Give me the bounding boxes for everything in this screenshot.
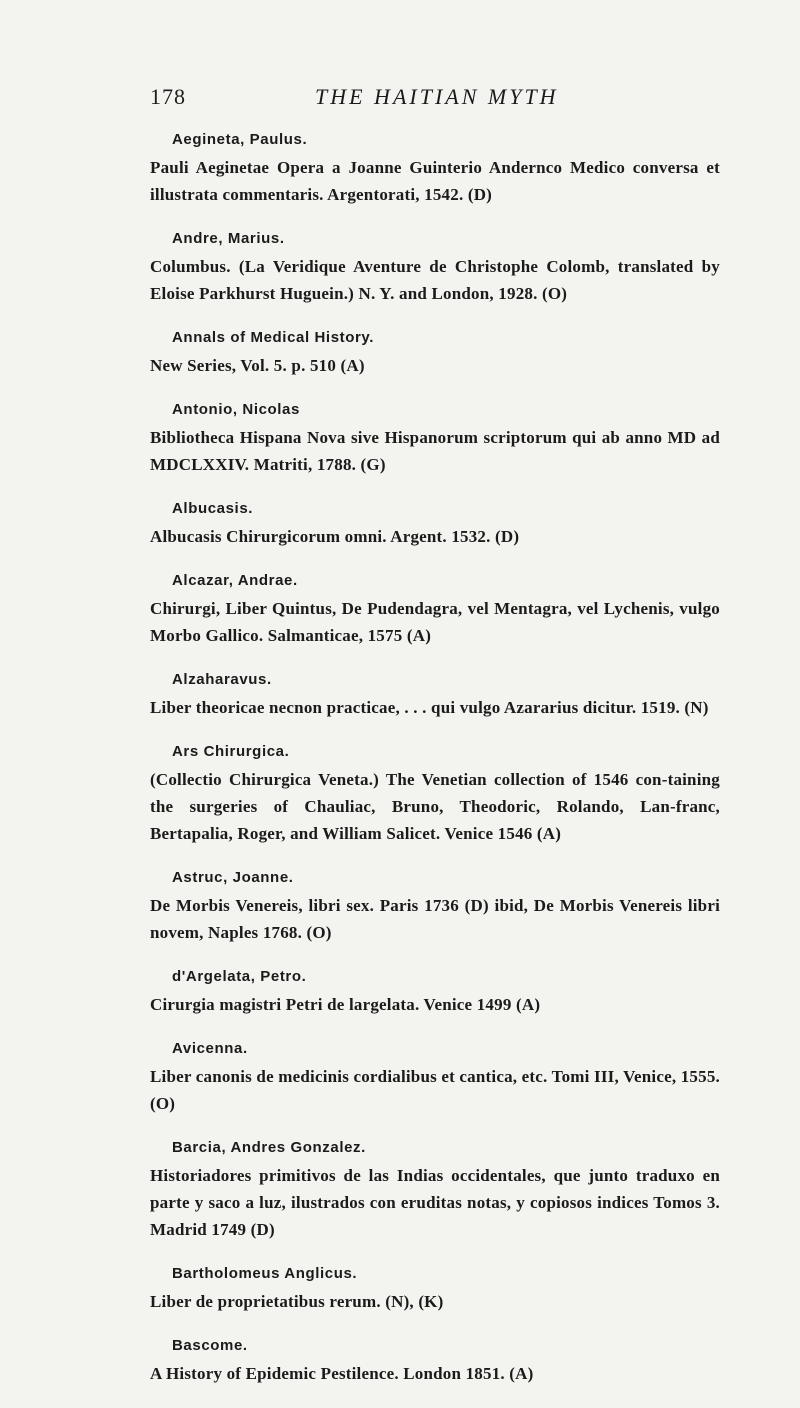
bibliography-entry (150, 1138, 720, 1243)
entry-author: Ars Chirurgica. (172, 743, 290, 760)
entry-author: Avicenna. (172, 1040, 248, 1057)
bibliography-entry (150, 130, 720, 208)
entry-author: Antonio, Nicolas (172, 401, 300, 418)
entry-author: d'Argelata, Petro. (172, 968, 307, 985)
bibliography-entry (150, 499, 720, 550)
entry-citation: Cirurgia magistri Petri de largelata. Venice 1499 (A) (150, 995, 541, 1014)
page-header (150, 84, 710, 114)
entry-citation: Historiadores primitivos de las Indias occidentales, que junto traduxo en parte y saco a luz, ilustrados con eruditas notas, y copiosos indices Tomos 3. Madrid 1749 (D) (150, 1166, 720, 1239)
bibliography-entry (150, 1264, 720, 1315)
entry-citation: Liber de proprietatibus rerum. (N), (K) (150, 1292, 444, 1311)
bibliography-entry (150, 868, 720, 946)
page-number: 178 (150, 84, 186, 109)
entry-author: Andre, Marius. (172, 230, 285, 247)
entry-author: Bartholomeus Anglicus. (172, 1265, 358, 1282)
entry-citation: De Morbis Venereis, libri sex. Paris 1736 (D) ibid, De Morbis Venereis libri novem, Naples 1768. (O) (150, 896, 720, 942)
entry-citation: Albucasis Chirurgicorum omni. Argent. 1532. (D) (150, 527, 520, 546)
bibliography-entry (150, 571, 720, 649)
entry-author: Albucasis. (172, 500, 254, 517)
bibliography-entry (150, 328, 720, 379)
entry-author: Barcia, Andres Gonzalez. (172, 1139, 366, 1156)
bibliography-entry (150, 229, 720, 307)
bibliography-list (150, 130, 720, 1408)
entry-citation: Chirurgi, Liber Quintus, De Pudendagra, vel Mentagra, vel Lychenis, vulgo Morbo Gallico. Salmanticae, 1575 (A) (150, 599, 720, 645)
entry-author: Astruc, Joanne. (172, 869, 294, 886)
bibliography-entry (150, 742, 720, 847)
bibliography-entry (150, 670, 720, 721)
entry-citation: Pauli Aeginetae Opera a Joanne Guinterio Andernco Medico conversa et illustrata commentaris. Argentorati, 1542. (D) (150, 158, 720, 204)
entry-citation: (Collectio Chirurgica Veneta.) The Venetian collection of 1546 con-taining the surgeries of Chauliac, Bruno, Theodoric, Rolando, Lan-franc, Bertapalia, Roger, and William Salicet. Venice 1546 (A) (150, 770, 720, 843)
entry-citation: A History of Epidemic Pestilence. London 1851. (A) (150, 1364, 534, 1383)
entry-citation: Liber theoricae necnon practicae, . . . qui vulgo Azararius dicitur. 1519. (N) (150, 698, 709, 717)
entry-author: Aegineta, Paulus. (172, 131, 308, 148)
entry-author: Bascome. (172, 1337, 248, 1354)
bibliography-entry (150, 967, 720, 1018)
entry-citation: Bibliotheca Hispana Nova sive Hispanorum scriptorum qui ab anno MD ad MDCLXXIV. Matriti, 1788. (G) (150, 428, 720, 474)
entry-author: Alzaharavus. (172, 671, 272, 688)
entry-citation: New Series, Vol. 5. p. 510 (A) (150, 356, 365, 375)
entry-author: Alcazar, Andrae. (172, 572, 298, 589)
bibliography-entry (150, 1039, 720, 1117)
entry-citation: Liber canonis de medicinis cordialibus et cantica, etc. Tomi III, Venice, 1555. (O) (150, 1067, 720, 1113)
entry-citation: Columbus. (La Veridique Aventure de Christophe Colomb, translated by Eloise Parkhurst Huguein.) N. Y. and London, 1928. (O) (150, 257, 720, 303)
bibliography-entry (150, 1336, 720, 1387)
running-title: THE HAITIAN MYTH (315, 84, 559, 109)
entry-author: Annals of Medical History. (172, 329, 375, 346)
bibliography-entry (150, 400, 720, 478)
